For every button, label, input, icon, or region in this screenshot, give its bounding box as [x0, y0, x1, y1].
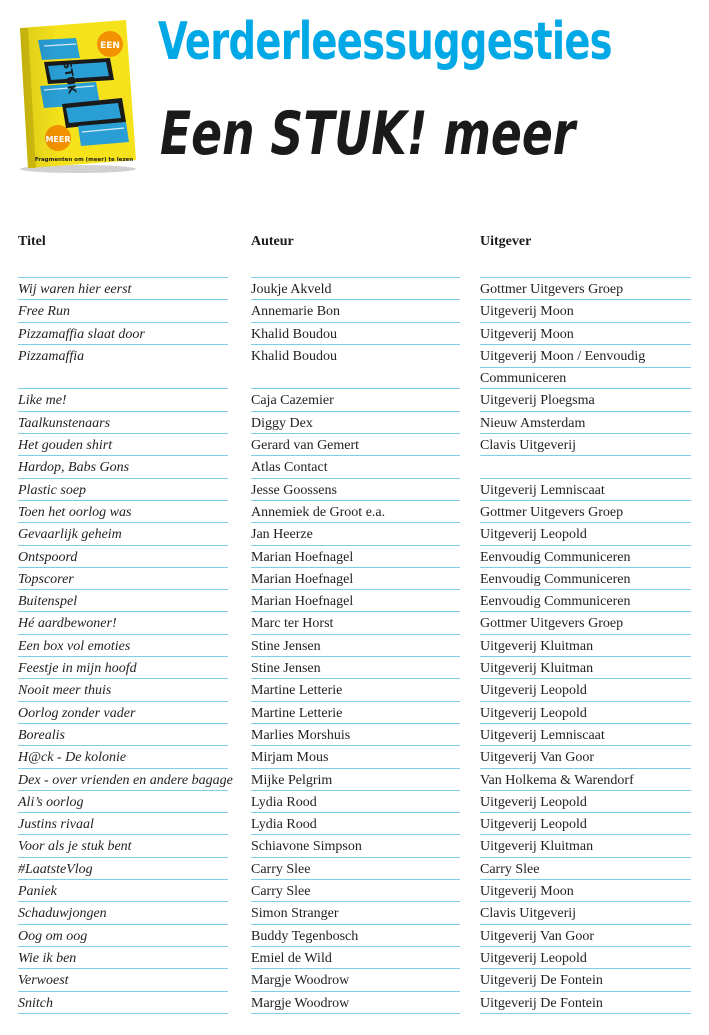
book-publisher	[480, 299, 691, 321]
book-title: Pizzamaffia slaat door	[18, 322, 228, 344]
book-publisher	[480, 522, 691, 544]
book-publisher-line: Uitgeverij Van Goor	[480, 928, 595, 944]
table-row	[0, 745, 709, 767]
book-author: Annemarie Bon	[251, 299, 460, 321]
book-title: Oog om oog	[18, 924, 228, 946]
book-title: Feestje in mijn hoofd	[18, 656, 228, 678]
book-publisher-line: Uitgeverij De Fontein	[480, 973, 603, 989]
table-bottom-rule	[251, 1013, 460, 1014]
table-row	[0, 277, 709, 299]
book-publisher	[480, 834, 691, 856]
book-author: Caja Cazemier	[251, 388, 460, 410]
book-author: Jan Heerze	[251, 522, 460, 544]
book-publisher	[480, 634, 691, 656]
book-publisher-line: Clavis Uitgeverij	[480, 906, 577, 922]
book-cover-logo-text: MEER	[45, 135, 71, 144]
book-cover-image	[14, 18, 140, 174]
book-publisher	[480, 701, 691, 723]
book-author: Stine Jensen	[251, 656, 460, 678]
book-title: Ontspoord	[18, 545, 228, 567]
book-publisher	[480, 277, 691, 299]
book-author: Stine Jensen	[251, 634, 460, 656]
page-subtitle: Een STUK! meer	[160, 99, 576, 169]
book-title: Paniek	[18, 879, 228, 901]
book-title: Like me!	[18, 388, 228, 410]
book-publisher-line: Uitgeverij Leopold	[480, 794, 587, 810]
table-row	[0, 433, 709, 455]
book-publisher	[480, 455, 691, 477]
book-author: Khalid Boudou	[251, 344, 460, 389]
book-author: Martine Letterie	[251, 678, 460, 700]
book-title: H@ck - De kolonie	[18, 745, 228, 767]
book-author: Gerard van Gemert	[251, 433, 460, 455]
book-publisher	[480, 545, 691, 567]
book-author: Annemiek de Groot e.a.	[251, 500, 460, 522]
book-title: Pizzamaffia	[18, 344, 228, 389]
book-list	[0, 277, 709, 1035]
book-author: Emiel de Wild	[251, 946, 460, 968]
book-publisher-line: Communiceren	[480, 371, 567, 387]
table-row	[0, 322, 709, 344]
book-publisher-line: Eenvoudig Communiceren	[480, 594, 631, 610]
table-row	[0, 946, 709, 968]
book-publisher-line: Uitgeverij Ploegsma	[480, 393, 595, 409]
book-publisher-line: Uitgeverij Van Goor	[480, 750, 595, 766]
book-publisher	[480, 388, 691, 410]
book-publisher	[480, 946, 691, 968]
book-author: Marc ter Horst	[251, 611, 460, 633]
table-row	[0, 857, 709, 879]
book-publisher-line: Uitgeverij Kluitman	[480, 839, 594, 855]
book-title: Wie ik ben	[18, 946, 228, 968]
book-title: Ali’s oorlog	[18, 790, 228, 812]
book-title: #LaatsteVlog	[18, 857, 228, 879]
table-row	[0, 879, 709, 901]
table-row	[0, 589, 709, 611]
column-header-uitgever: Uitgever	[480, 234, 532, 249]
table-row	[0, 611, 709, 633]
book-title: Snitch	[18, 991, 228, 1013]
book-publisher	[480, 790, 691, 812]
book-author: Atlas Contact	[251, 455, 460, 477]
table-row	[0, 924, 709, 946]
table-row	[0, 901, 709, 923]
table-row	[0, 790, 709, 812]
book-publisher	[480, 924, 691, 946]
book-publisher-line: Van Holkema & Warendorf	[480, 772, 634, 788]
table-row	[0, 634, 709, 656]
book-author: Marian Hoefnagel	[251, 567, 460, 589]
table-row	[0, 545, 709, 567]
book-publisher-line: Uitgeverij Leopold	[480, 683, 587, 699]
book-author: Marlies Morshuis	[251, 723, 460, 745]
table-row	[0, 478, 709, 500]
book-publisher	[480, 901, 691, 923]
book-publisher	[480, 611, 691, 633]
book-title: Hé aardbewoner!	[18, 611, 228, 633]
book-title: Taalkunstenaars	[18, 411, 228, 433]
book-author: Jesse Goossens	[251, 478, 460, 500]
book-author: Mirjam Mous	[251, 745, 460, 767]
book-author: Mijke Pelgrim	[251, 768, 460, 790]
book-publisher	[480, 857, 691, 879]
column-header-titel: Titel	[18, 234, 46, 249]
book-title: Nooit meer thuis	[18, 678, 228, 700]
table-row	[0, 500, 709, 522]
table-row	[0, 411, 709, 433]
book-publisher-line: Uitgeverij Lemniscaat	[480, 727, 605, 743]
book-cover-logo-text: STUK	[60, 60, 79, 95]
book-title: Voor als je stuk bent	[18, 834, 228, 856]
book-author: Simon Stranger	[251, 901, 460, 923]
table-row	[0, 344, 709, 389]
book-title: Hardop, Babs Gons	[18, 455, 228, 477]
book-publisher	[480, 589, 691, 611]
book-publisher	[480, 968, 691, 990]
table-row	[0, 388, 709, 410]
book-title: Topscorer	[18, 567, 228, 589]
book-publisher-line: Eenvoudig Communiceren	[480, 571, 631, 587]
book-title: Borealis	[18, 723, 228, 745]
book-publisher-line: Carry Slee	[480, 861, 540, 877]
book-author: Marian Hoefnagel	[251, 545, 460, 567]
book-publisher	[480, 411, 691, 433]
table-row	[0, 522, 709, 544]
table-row	[0, 768, 709, 790]
book-cover-caption: Fragmenten om (meer) te lezen	[34, 157, 134, 163]
book-author: Lydia Rood	[251, 790, 460, 812]
book-title: Schaduwjongen	[18, 901, 228, 923]
book-publisher-line: Uitgeverij Leopold	[480, 950, 587, 966]
table-row	[0, 812, 709, 834]
table-row	[0, 656, 709, 678]
book-publisher-line: Nieuw Amsterdam	[480, 415, 586, 431]
book-title: Wij waren hier eerst	[18, 277, 228, 299]
book-publisher-line: Eenvoudig Communiceren	[480, 549, 631, 565]
book-cover-logo-text: EEN	[100, 41, 120, 51]
book-author: Martine Letterie	[251, 701, 460, 723]
book-publisher-line: Gottmer Uitgevers Groep	[480, 616, 624, 632]
book-publisher-line: Uitgeverij Kluitman	[480, 661, 594, 677]
book-publisher	[480, 768, 691, 790]
table-bottom-rule	[480, 1013, 691, 1014]
column-header-auteur: Auteur	[251, 234, 294, 249]
book-publisher-line: Uitgeverij Moon	[480, 326, 574, 342]
book-publisher-line: Uitgeverij Moon / Eenvoudig	[480, 346, 691, 368]
table-row	[0, 567, 709, 589]
book-publisher-line: Uitgeverij Moon	[480, 304, 574, 320]
book-publisher-line: Gottmer Uitgevers Groep	[480, 282, 624, 297]
book-publisher-line: Uitgeverij Lemniscaat	[480, 482, 605, 498]
book-publisher-line: Gottmer Uitgevers Groep	[480, 504, 624, 520]
table-row	[0, 455, 709, 477]
page-title: Verderleessuggesties	[158, 12, 612, 72]
book-publisher-line: Uitgeverij De Fontein	[480, 995, 603, 1011]
book-publisher	[480, 812, 691, 834]
table-row	[0, 723, 709, 745]
book-publisher-line: Uitgeverij Moon	[480, 884, 574, 900]
book-publisher	[480, 567, 691, 589]
book-publisher	[480, 879, 691, 901]
book-author: Diggy Dex	[251, 411, 460, 433]
table-row	[0, 299, 709, 321]
book-publisher-line: Uitgeverij Kluitman	[480, 638, 594, 654]
book-publisher-line: Uitgeverij Leopold	[480, 705, 587, 721]
book-title: Plastic soep	[18, 478, 228, 500]
book-publisher	[480, 723, 691, 745]
table-row	[0, 701, 709, 723]
book-title: Een box vol emoties	[18, 634, 228, 656]
book-publisher-line: Uitgeverij Leopold	[480, 817, 587, 833]
book-publisher-line	[480, 457, 691, 479]
table-row	[0, 968, 709, 990]
book-publisher	[480, 656, 691, 678]
book-publisher-line: Clavis Uitgeverij	[480, 438, 577, 454]
table-row	[0, 678, 709, 700]
table-row	[0, 991, 709, 1013]
book-publisher	[480, 344, 691, 389]
book-publisher	[480, 500, 691, 522]
book-publisher	[480, 678, 691, 700]
table-bottom-rule	[18, 1013, 228, 1014]
book-author: Margje Woodrow	[251, 991, 460, 1013]
book-author: Marian Hoefnagel	[251, 589, 460, 611]
book-publisher	[480, 322, 691, 344]
book-publisher	[480, 991, 691, 1013]
book-author: Khalid Boudou	[251, 322, 460, 344]
book-publisher	[480, 433, 691, 455]
book-author: Lydia Rood	[251, 812, 460, 834]
book-author: Schiavone Simpson	[251, 834, 460, 856]
book-title: Het gouden shirt	[18, 433, 228, 455]
book-title: Gevaarlijk geheim	[18, 522, 228, 544]
book-author: Carry Slee	[251, 857, 460, 879]
book-author: Buddy Tegenbosch	[251, 924, 460, 946]
book-author: Joukje Akveld	[251, 277, 460, 299]
book-publisher-line: Uitgeverij Leopold	[480, 527, 587, 543]
book-publisher	[480, 478, 691, 500]
book-author: Carry Slee	[251, 879, 460, 901]
book-title: Free Run	[18, 299, 228, 321]
book-title: Dex - over vrienden en andere bagage	[18, 768, 228, 790]
book-title: Oorlog zonder vader	[18, 701, 228, 723]
book-title: Toen het oorlog was	[18, 500, 228, 522]
table-row	[0, 834, 709, 856]
page-header	[0, 0, 709, 200]
book-title: Justins rivaal	[18, 812, 228, 834]
book-author: Margje Woodrow	[251, 968, 460, 990]
book-title: Buitenspel	[18, 589, 228, 611]
book-title: Verwoest	[18, 968, 228, 990]
book-publisher	[480, 745, 691, 767]
